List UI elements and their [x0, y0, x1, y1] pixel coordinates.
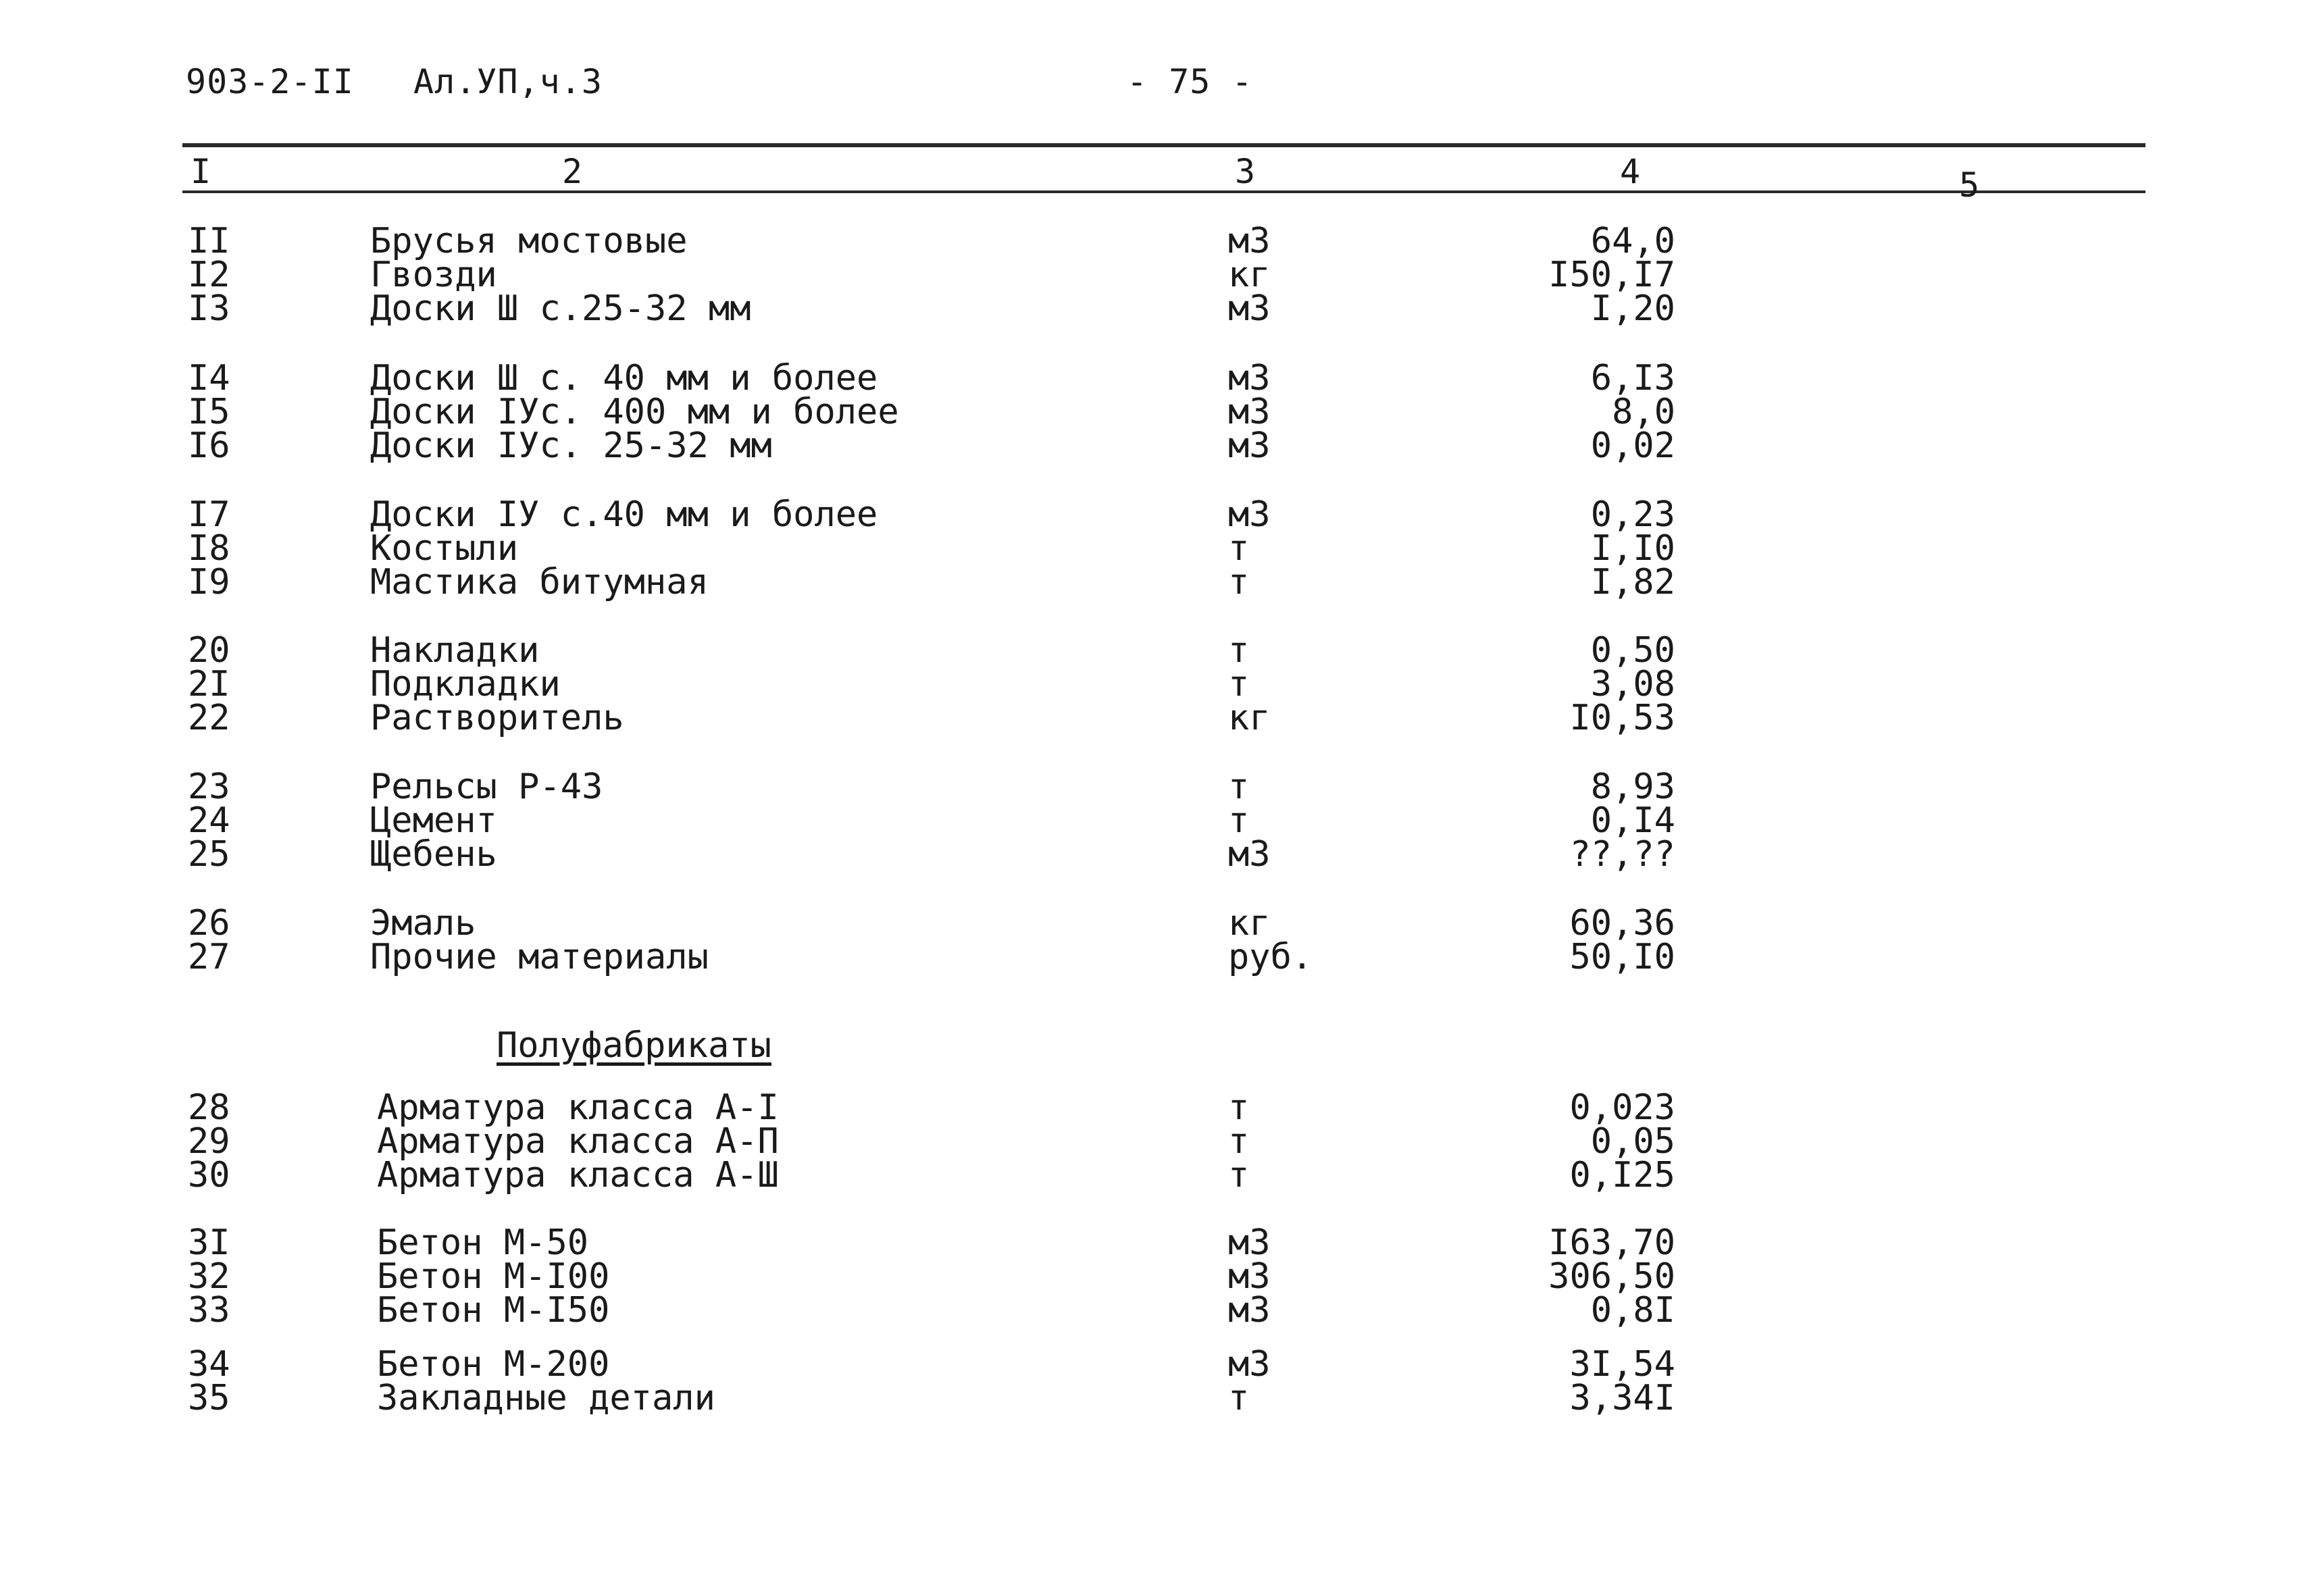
unit: м3	[1228, 494, 1271, 535]
row-number: I7	[188, 494, 230, 535]
material-name: Мастика битумная	[370, 562, 709, 602]
unit: м3	[1228, 221, 1271, 261]
quantity: I,20	[1590, 288, 1675, 329]
quantity: 3,34I	[1569, 1378, 1675, 1418]
unit: т	[1228, 562, 1250, 602]
table-row	[0, 630, 2313, 671]
table-row	[0, 903, 2313, 944]
material-name: Подкладки	[370, 664, 561, 704]
unit: м3	[1228, 288, 1271, 329]
quantity: 0,50	[1590, 630, 1675, 671]
quantity: I,I0	[1590, 528, 1675, 569]
material-name: Арматура класса А-П	[377, 1121, 779, 1162]
material-name: Бетон М-50	[377, 1222, 589, 1263]
quantity: 60,36	[1569, 903, 1675, 944]
table-row	[0, 1344, 2313, 1385]
row-number: I5	[188, 392, 230, 432]
material-name: Костыли	[370, 528, 519, 569]
row-number: II	[188, 221, 230, 261]
column-header-3: 3	[1235, 152, 1256, 191]
material-name: Доски IУс. 400 мм и более	[370, 392, 899, 432]
quantity: I0,53	[1569, 698, 1675, 738]
quantity: 0,8I	[1590, 1290, 1675, 1331]
unit: м3	[1228, 1222, 1271, 1263]
material-name: Рельсы Р-43	[370, 767, 603, 807]
table-row	[0, 698, 2313, 738]
row-number: I3	[188, 288, 230, 329]
unit: м3	[1228, 1290, 1271, 1331]
table-row	[0, 1256, 2313, 1297]
material-name: Бетон М-I00	[377, 1256, 610, 1297]
unit: т	[1228, 1378, 1250, 1418]
quantity: 0,I4	[1590, 800, 1675, 841]
material-name: Брусья мостовые	[370, 221, 688, 261]
table-row	[0, 767, 2313, 807]
row-number: 32	[188, 1256, 230, 1297]
row-number: I8	[188, 528, 230, 569]
row-number: 3I	[188, 1222, 230, 1263]
unit: т	[1228, 800, 1250, 841]
row-number: 29	[188, 1121, 230, 1162]
unit: т	[1228, 1121, 1250, 1162]
row-number: 25	[188, 834, 230, 875]
material-name: Арматура класса А-I	[377, 1087, 779, 1128]
material-name: Доски IУ с.40 мм и более	[370, 494, 878, 535]
table-row	[0, 664, 2313, 704]
quantity: ??,??	[1569, 834, 1675, 875]
quantity: 6,I3	[1590, 358, 1675, 398]
quantity: 3,08	[1590, 664, 1675, 704]
material-name: Накладки	[370, 630, 540, 671]
table-row	[0, 1290, 2313, 1331]
unit: т	[1228, 1087, 1250, 1128]
header-bottom-rule	[182, 190, 2145, 193]
row-number: I2	[188, 255, 230, 295]
material-name: Доски IУс. 25-32 мм	[370, 426, 772, 466]
unit: кг	[1228, 903, 1271, 944]
row-number: 2I	[188, 664, 230, 704]
unit: т	[1228, 1155, 1250, 1195]
quantity: 0,I25	[1569, 1155, 1675, 1195]
row-number: I4	[188, 358, 230, 398]
quantity: I,82	[1590, 562, 1675, 602]
row-number: 24	[188, 800, 230, 841]
section-title-semifinished: Полуфабрикаты	[497, 1025, 771, 1066]
table-row	[0, 1222, 2313, 1263]
material-name: Гвозди	[370, 255, 497, 295]
quantity: 0,023	[1569, 1087, 1675, 1128]
unit: м3	[1228, 1256, 1271, 1297]
table-row	[0, 288, 2313, 329]
quantity: 50,I0	[1569, 937, 1675, 977]
row-number: 22	[188, 698, 230, 738]
table-row	[0, 358, 2313, 398]
material-name: Закладные детали	[377, 1378, 715, 1418]
unit: м3	[1228, 426, 1271, 466]
quantity: 306,50	[1548, 1256, 1675, 1297]
material-name: Цемент	[370, 800, 497, 841]
unit: кг	[1228, 255, 1271, 295]
quantity: I63,70	[1548, 1222, 1675, 1263]
material-name: Бетон М-I50	[377, 1290, 610, 1331]
row-number: 33	[188, 1290, 230, 1331]
material-name: Доски Ш с. 40 мм и более	[370, 358, 878, 398]
unit: т	[1228, 528, 1250, 569]
table-row	[0, 1121, 2313, 1162]
table-row	[0, 937, 2313, 977]
row-number: I6	[188, 426, 230, 466]
unit: т	[1228, 630, 1250, 671]
unit: м3	[1228, 392, 1271, 432]
table-row	[0, 221, 2313, 261]
row-number: 27	[188, 937, 230, 977]
row-number: 34	[188, 1344, 230, 1385]
material-name: Доски Ш с.25-32 мм	[370, 288, 751, 329]
table-row	[0, 1378, 2313, 1418]
table-row	[0, 562, 2313, 602]
row-number: I9	[188, 562, 230, 602]
quantity: 0,05	[1590, 1121, 1675, 1162]
unit: кг	[1228, 698, 1271, 738]
column-header-4: 4	[1620, 152, 1641, 191]
unit: м3	[1228, 1344, 1271, 1385]
quantity: I50,I7	[1548, 255, 1675, 295]
material-name: Арматура класса А-Ш	[377, 1155, 779, 1195]
material-name: Растворитель	[370, 698, 624, 738]
table-row	[0, 528, 2313, 569]
row-number: 23	[188, 767, 230, 807]
row-number: 20	[188, 630, 230, 671]
table-row	[0, 1087, 2313, 1128]
column-header-2: 2	[562, 152, 583, 191]
row-number: 28	[188, 1087, 230, 1128]
row-number: 26	[188, 903, 230, 944]
page-number: - 75 -	[1127, 62, 1253, 101]
quantity: 8,0	[1612, 392, 1675, 432]
table-row	[0, 494, 2313, 535]
table-row	[0, 426, 2313, 466]
unit: руб.	[1228, 937, 1313, 977]
row-number: 30	[188, 1155, 230, 1195]
table-row	[0, 255, 2313, 295]
doc-code: 903-2-II	[186, 62, 354, 101]
material-name: Прочие материалы	[370, 937, 709, 977]
row-number: 35	[188, 1378, 230, 1418]
table-row	[0, 1155, 2313, 1195]
unit: т	[1228, 664, 1250, 704]
quantity: 3I,54	[1569, 1344, 1675, 1385]
table-row	[0, 392, 2313, 432]
column-header-1: I	[190, 152, 211, 191]
table-top-rule	[182, 143, 2145, 147]
material-name: Эмаль	[370, 903, 476, 944]
quantity: 0,02	[1590, 426, 1675, 466]
unit: т	[1228, 767, 1250, 807]
quantity: 0,23	[1590, 494, 1675, 535]
column-header-5: 5	[1959, 165, 1980, 205]
unit: м3	[1228, 834, 1271, 875]
quantity: 64,0	[1590, 221, 1675, 261]
album-ref: Ал.УП,ч.3	[413, 62, 603, 101]
quantity: 8,93	[1590, 767, 1675, 807]
material-name: Щебень	[370, 834, 497, 875]
table-row	[0, 800, 2313, 841]
unit: м3	[1228, 358, 1271, 398]
material-name: Бетон М-200	[377, 1344, 610, 1385]
table-row	[0, 834, 2313, 875]
